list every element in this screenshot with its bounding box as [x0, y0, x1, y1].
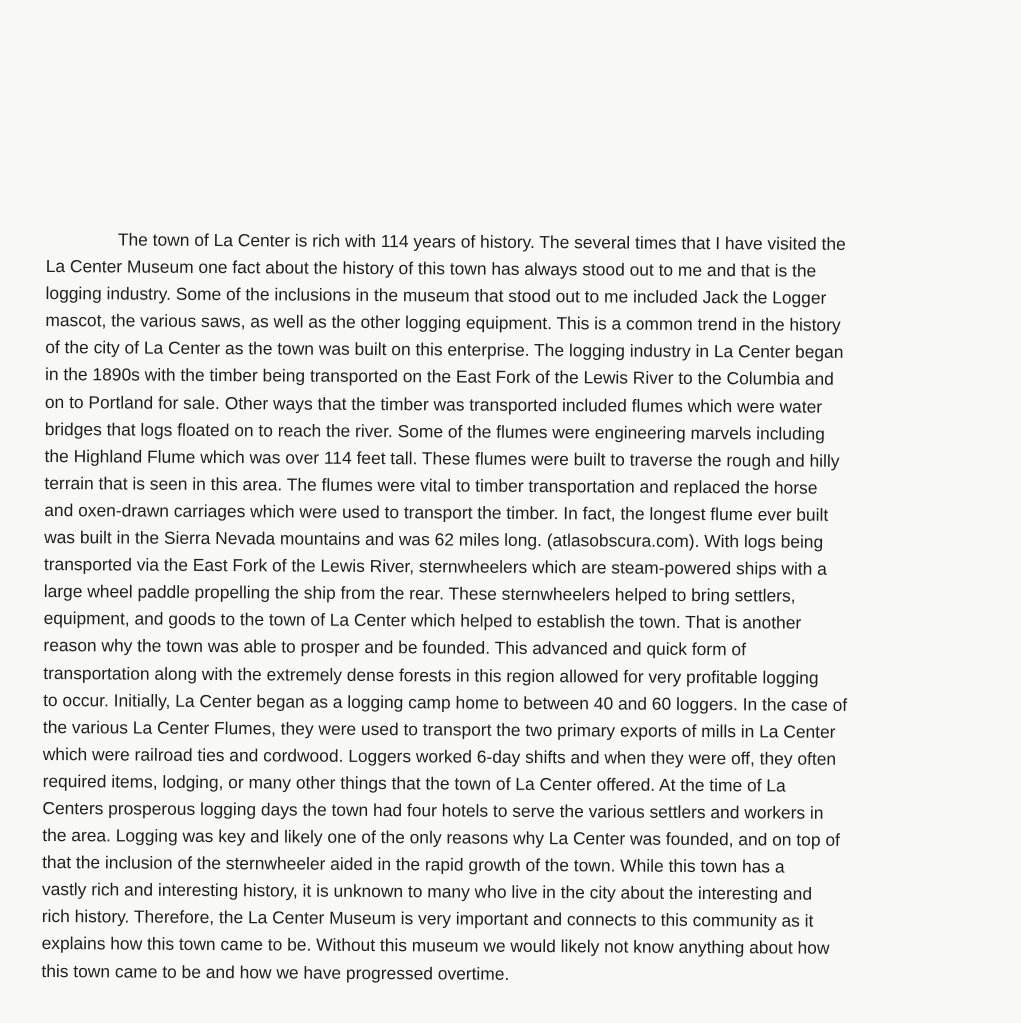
- essay-line: transported via the East Fork of the Lewis River, sternwheelers which are steam-powered ships with a: [43, 554, 827, 579]
- essay-line: La Center Museum one fact about the history of this town has always stood out to me and that is the: [45, 256, 817, 281]
- essay-line: mascot, the various saws, as well as the other logging equipment. This is a common trend in the history: [45, 310, 841, 336]
- essay-line: reason why the town was able to prosper and be founded. This advanced and quick form of: [43, 635, 747, 660]
- essay-line: that the inclusion of the sternwheeler aided in the rapid growth of the town. While this town has a: [42, 852, 785, 877]
- essay-line: and oxen-drawn carriages which were used to transport the timber. In fact, the longest flume ever built: [44, 499, 829, 525]
- essay-line: explains how this town came to be. Without this museum we would likely not know anything about how: [41, 933, 830, 959]
- essay-line: terrain that is seen in this area. The flumes were vital to timber transportation and replaced the horse: [44, 472, 818, 498]
- essay-line: on to Portland for sale. Other ways that the timber was transported included flumes which were water: [44, 391, 823, 417]
- essay-line: of the city of La Center as the town was built on this enterprise. The logging industry in La Center began: [45, 337, 844, 363]
- essay-line: was built in the Sierra Nevada mountains and was 62 miles long. (atlasobscura.com). With logs being: [44, 527, 824, 552]
- essay-line: in the 1890s with the timber being transported on the East Fork of the Lewis River to the Columbia and: [45, 364, 834, 390]
- essay-line: required items, lodging, or many other things that the town of La Center offered. At the time of La: [42, 770, 786, 796]
- essay-line: vastly rich and interesting history, it is unknown to many who live in the city about the interesting and: [41, 879, 813, 904]
- essay-line: equipment, and goods to the town of La Center which helped to establish the town. That is another: [43, 608, 802, 633]
- essay-line: logging industry. Some of the inclusions in the museum that stood out to me included Jack the Logger: [45, 283, 827, 308]
- essay-line: transportation along with the extremely dense forests in this region allowed for very profitable logging: [43, 662, 819, 688]
- essay-line: Centers prosperous logging days the town had four hotels to serve the various settlers and workers in: [42, 797, 824, 823]
- essay-line: to occur. Initially, La Center began as a logging camp home to between 40 and 60 loggers. In the case of: [43, 689, 848, 715]
- essay-line: bridges that logs floated on to reach the river. Some of the flumes were engineering marvels including: [44, 418, 825, 444]
- essay-line: which were railroad ties and cordwood. Loggers worked 6-day shifts and when they were off, they often: [42, 743, 837, 769]
- essay-line: the area. Logging was key and likely one of the only reasons why La Center was founded, and on top of: [42, 825, 840, 850]
- essay-line: the Highland Flume which was over 114 feet tall. These flumes were built to traverse the rough and hilly: [44, 445, 840, 471]
- essay-line: The town of La Center is rich with 114 years of history. The several times that I have visited the: [117, 229, 846, 254]
- essay-line: large wheel paddle propelling the ship from the rear. These sternwheelers helped to bring settlers,: [43, 581, 796, 606]
- essay-line: this town came to be and how we have progressed overtime.: [41, 960, 510, 984]
- essay-line: rich history. Therefore, the La Center Museum is very important and connects to this community as it: [41, 906, 814, 932]
- essay-paragraph: [41, 226, 946, 990]
- essay-line: the various La Center Flumes, they were used to transport the two primary exports of mills in La Center: [42, 716, 836, 742]
